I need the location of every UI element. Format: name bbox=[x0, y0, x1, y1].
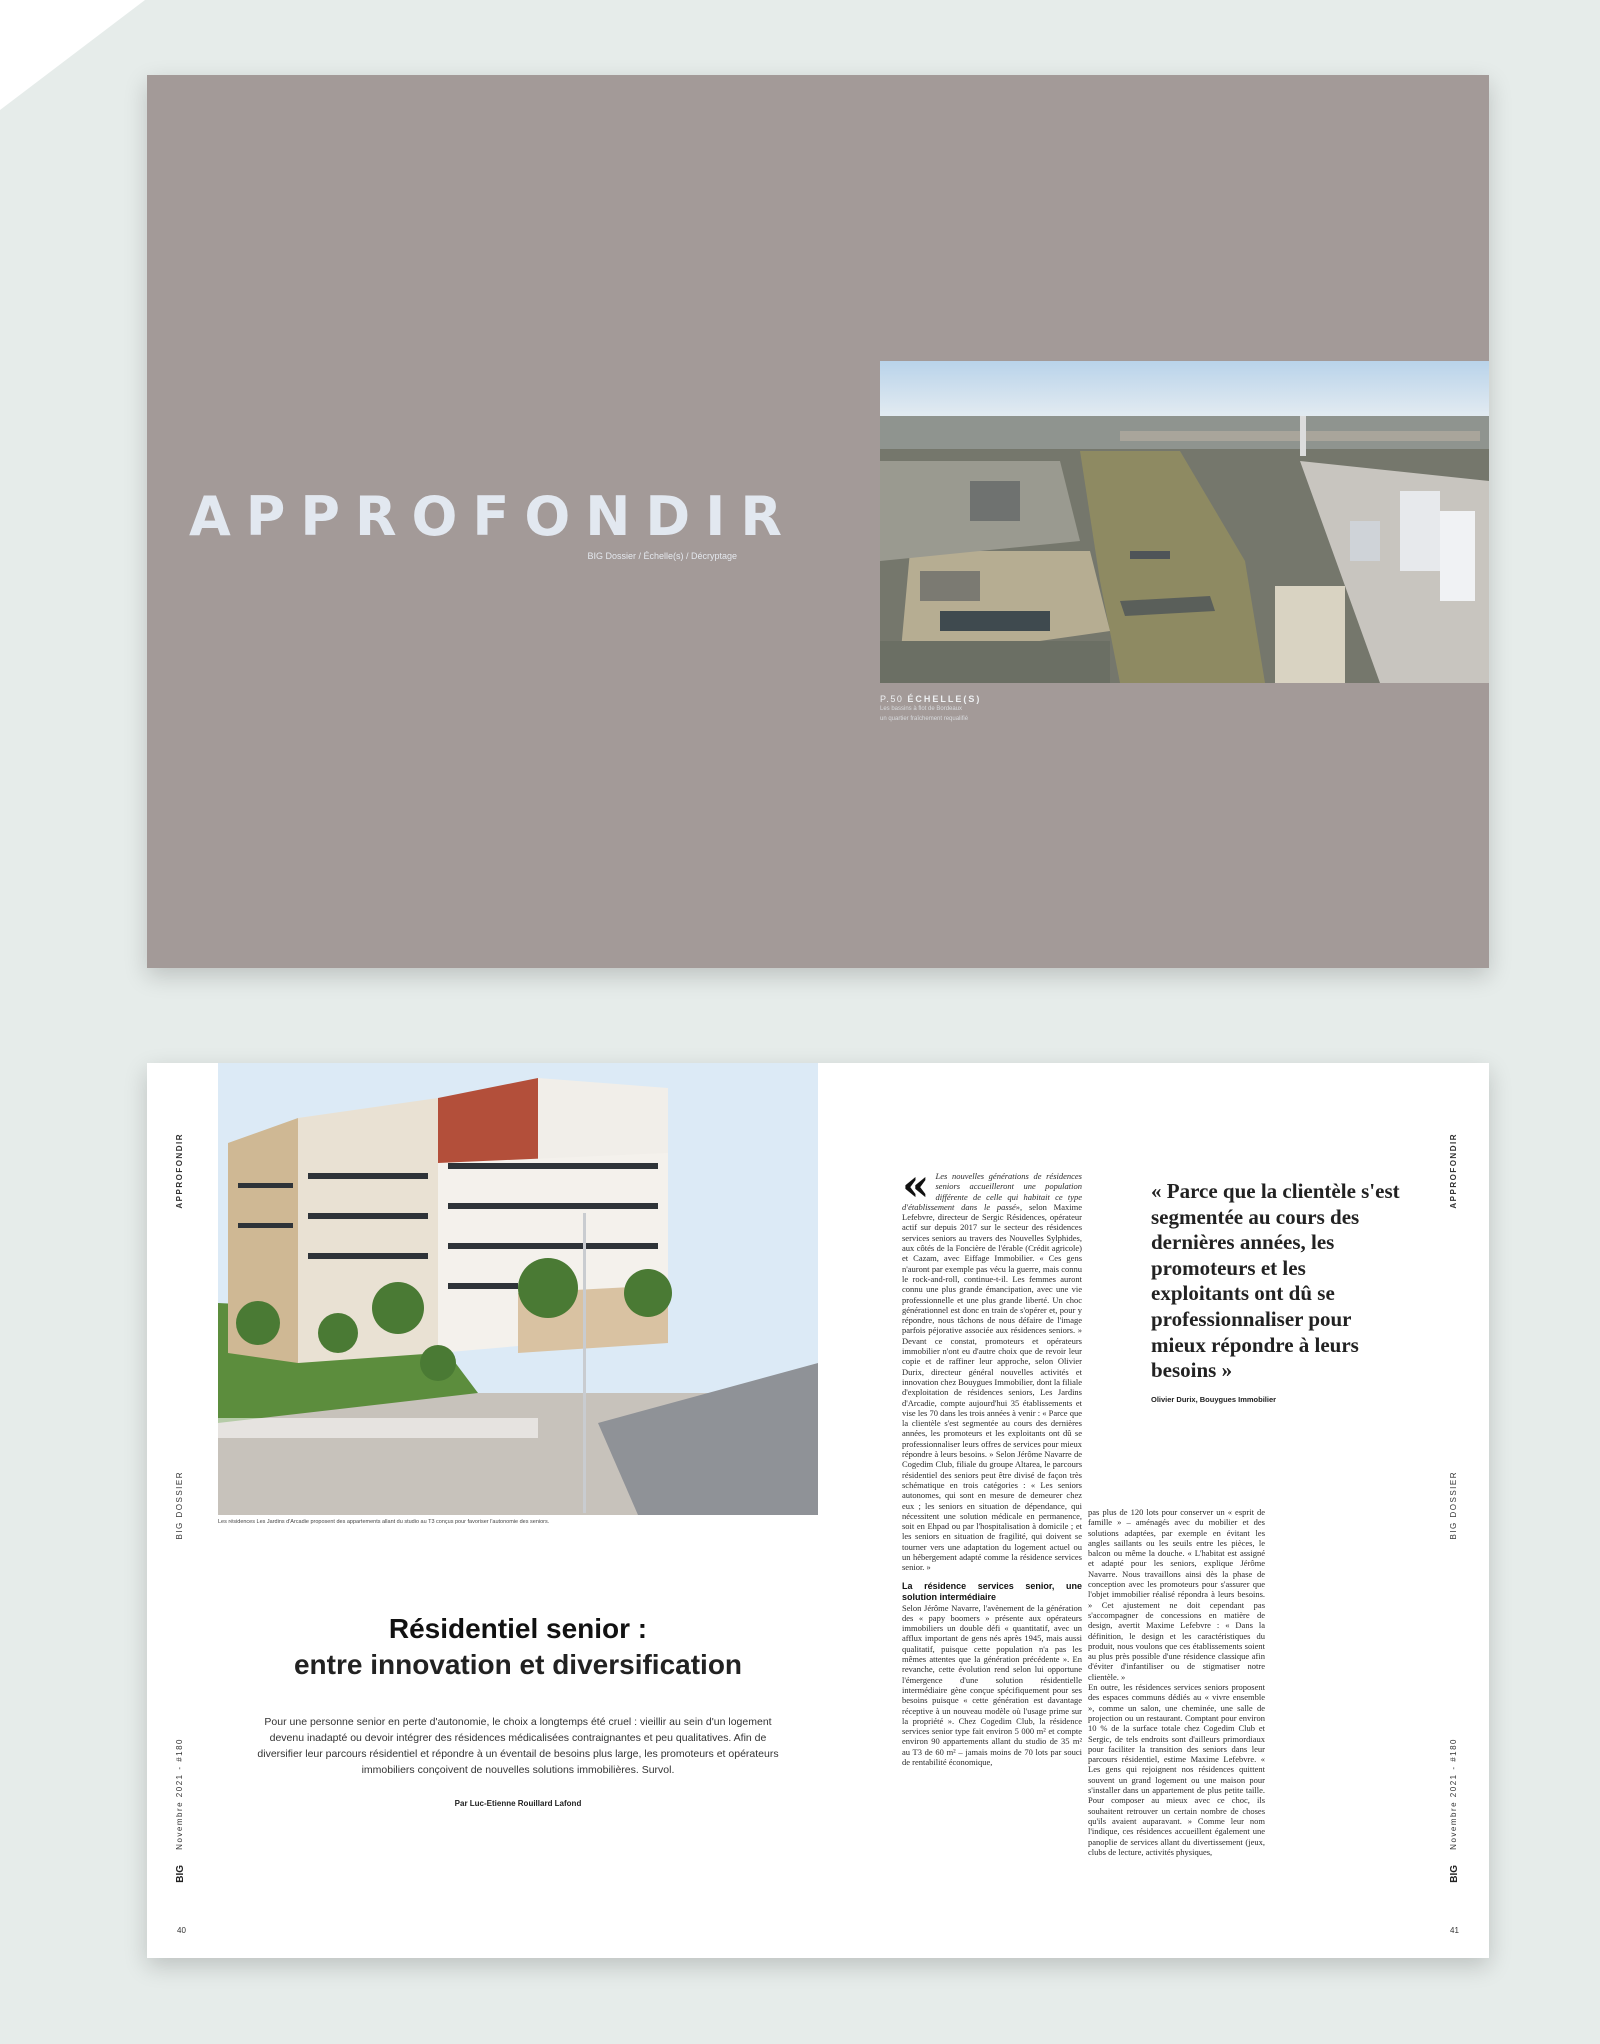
col1-paragraph-2: Selon Jérôme Navarre, l'avènement de la génération des « papy boomers » présente aux opérateurs immobiliers un double défi « quantitatif, avec un afflux important de gens nés après 1945, mais aussi qualitatif, puisque cette population n'a pas les mêmes attentes que la génération précédente ». En revanche, cette évolution rend selon lui opportune l'émergence d'une solution résidentielle intermédiaire gène conçue spécifiquement pour ses besoins puisque « cette génération est davantage réceptive à un nouveau modèle où l'usage prime sur la propriété ». Chez Cogedim Club, la résidence services senior type fait environ 5 000 m² et compte environ 90 appartements allant du studio de 35 m² au T3 de 60 m² – jamais moins de 70 lots par souci de rentabilité économique, bbox=[902, 1602, 1082, 1768]
article-byline: Par Luc-Etienne Rouillard Lafond bbox=[454, 1799, 582, 1808]
left-big-logo: BIG bbox=[175, 1865, 186, 1883]
aerial-photo bbox=[880, 361, 1489, 683]
page-number-right: 41 bbox=[1450, 1926, 1459, 1935]
cover-spread bbox=[147, 75, 1489, 968]
pull-quote-attribution: Olivier Durix, Bouygues Immobilier bbox=[1151, 1395, 1277, 1404]
left-side-issue: Novembre 2021 - #180 bbox=[175, 1738, 184, 1850]
left-side-section: APPROFONDIR bbox=[175, 1133, 184, 1209]
pull-quote: « Parce que la clientèle s'est segmentée au cours des dernières années, les promoteurs et les exploitants ont dû se professionnaliser pour mieux répondre à leurs besoins » bbox=[1151, 1179, 1400, 1383]
article-subheadline: entre innovation et diversification bbox=[293, 1649, 743, 1680]
aerial-caption bbox=[880, 694, 981, 724]
caption-section: ÉCHELLE(S) bbox=[907, 694, 982, 704]
right-side-dossier: BIG DOSSIER bbox=[1449, 1471, 1458, 1540]
caption-line-1: Les bassins à flot de Bordeaux bbox=[880, 706, 963, 712]
intro-italic: Les nouvelles générations de résidences seniors accueilleront une population différente de celle qui habitait ce type d'établissement dans le passé bbox=[902, 1171, 1082, 1212]
section-subhead: La résidence services senior, une solution intermédiaire bbox=[902, 1580, 1082, 1602]
col2-paragraph-1: pas plus de 120 lots pour conserver un « esprit de famille » – aménagés avec du mobilier et des solutions adaptées, par exemple en évitant les angles saillants ou les seuils entre les pièces, le balcon ou même la douche. « L'habitat est assigné et adapté pour les seniors, explique Jérôme Navarre. Nous travaillons ainsi dès la phase de conception avec les promoteurs pour s'assurer que l'objet immobilier réalisé répondra à leurs besoins. » Cet ajustement ne doit cependant pas s'accompagner de concessions en matière de design, avertit Maxime Lefebvre : « Dans la définition, le design et les caractéristiques du produit, nous voulons que ces établissements soient au plus près possible d'une résidence classique afin d'éviter d'infantiliser ou de stigmatiser notre clientèle. » bbox=[1088, 1507, 1265, 1682]
col1-paragraph-1: », selon Maxime Lefebvre, directeur de Sergic Résidences, opérateur actif sur depuis 2017 sur le secteur des résidences services seniors au travers des Nouvelles Sylphides, aux côtés de la Foncière de l'érable (Crédit agricole) et Cazam, avec Eiffage Immobilier. « Ces gens n'auront par exemple pas vécu la guerre, mais connu le rock-and-roll, continue-t-il. Les femmes auront connu une plus grande émancipation, avec une vie professionnelle et une plus grande liberté. Un choc générationnel est donc en train de s'opérer et, pour y répondre, nous tâchons de nous défaire de l'image parfois péjorative associée aux résidences seniors. » Devant ce constat, promoteurs et opérateurs immobilier n'ont eu d'autre choix que de revoir leur copie et de raffiner leur approche, selon Olivier Durix, directeur général nouvelles activités et innovation chez Bouygues Immobilier, dont la filiale d'exploitation de résidences seniors, Les Jardins d'Arcadie, compte aujourd'hui 35 établissements et vise les 70 dans les trois années à venir : « Parce que la clientèle s'est segmentée au cours des dernières années, les promoteurs et les exploitants ont dû se professionnaliser leurs offres de services pour mieux répondre à leurs besoins. » Selon Jérôme Navarre de Cogedim Club, filiale du groupe Altarea, le parcours résidentiel des seniors peut être divisé de façon très schématique en trois catégories : « Les seniors autonomes, qui sont en mesure de demeurer chez eux ; les seniors en situation de dépendance, qui nécessitent une solution médicale en permanence, soit en Ehpad ou par l'hospitalisation à domicile ; et les seniors en situation de fragilité, qui doivent se tourner vers une adaptation du logement actuel ou un hébergement adapté comme la résidence services senior. » bbox=[902, 1201, 1082, 1573]
article-spread bbox=[147, 1063, 1489, 1958]
article-lede: Pour une personne senior en perte d'autonomie, le choix a longtemps été cruel : vieillir au sein d'un logement devenu inadapté ou devoir intégrer des résidences médicalisées contraignantes et peu qualitatives. Afin de diversifier leur parcours résidentiel et répondre à un éventail de besoins plus large, les promoteurs et opérateurs immobiliers conçoivent de nouvelles solutions immobilières. Survol. bbox=[257, 1716, 779, 1776]
caption-page-ref: P.50 bbox=[880, 694, 904, 704]
photo-caption: Les résidences Les Jardins d'Arcadie proposent des appartements allant du studio au T3 conçus pour favoriser l'autonomie des seniors. bbox=[218, 1519, 550, 1525]
right-side-issue: Novembre 2021 - #180 bbox=[1449, 1738, 1458, 1850]
text-column-2 bbox=[1088, 1507, 1265, 1961]
col2-paragraph-2: En outre, les résidences services seniors proposent des espaces communs dédiés au « vivre ensemble », comme un salon, une cheminée, une salle de projection ou un restaurant. Comptant pour environ 10 % de la surface totale chez Cogedim Club et Sergic, de tels endroits sont d'ailleurs primordiaux pour faciliter la transition des seniors dans leur parcours résidentiel, estime Maxime Lefebvre. « Les gens qui rejoignent nos résidences quittent souvent un grand logement ou une maison pour s'installer dans un appartement de plus petite taille. Pour composer au mieux avec ce choc, ils souhaitent retrouver un certain nombre de choses qu'ils avaient auparavant. » Comme leur nom l'indique, ces résidences accueillent également une panoplie de services allant du divertissement (jeux, clubs de lecture, activités physiques, bbox=[1088, 1682, 1265, 1857]
opening-quote-mark: « bbox=[902, 1171, 930, 1211]
article-headline: Résidentiel senior : bbox=[388, 1613, 648, 1644]
caption-line-2: un quartier fraîchement requalifié bbox=[880, 716, 969, 722]
section-title: APPROFONDIR bbox=[189, 485, 797, 548]
right-side-section: APPROFONDIR bbox=[1449, 1133, 1458, 1209]
residence-photo bbox=[218, 1063, 818, 1515]
page-number-left: 40 bbox=[177, 1926, 186, 1935]
left-side-dossier: BIG DOSSIER bbox=[175, 1471, 184, 1540]
page-corner-fold bbox=[0, 0, 145, 110]
section-breadcrumb: BIG Dossier / Échelle(s) / Décryptage bbox=[587, 551, 737, 561]
right-big-logo: BIG bbox=[1449, 1865, 1460, 1883]
text-column-1 bbox=[902, 1171, 1082, 1961]
